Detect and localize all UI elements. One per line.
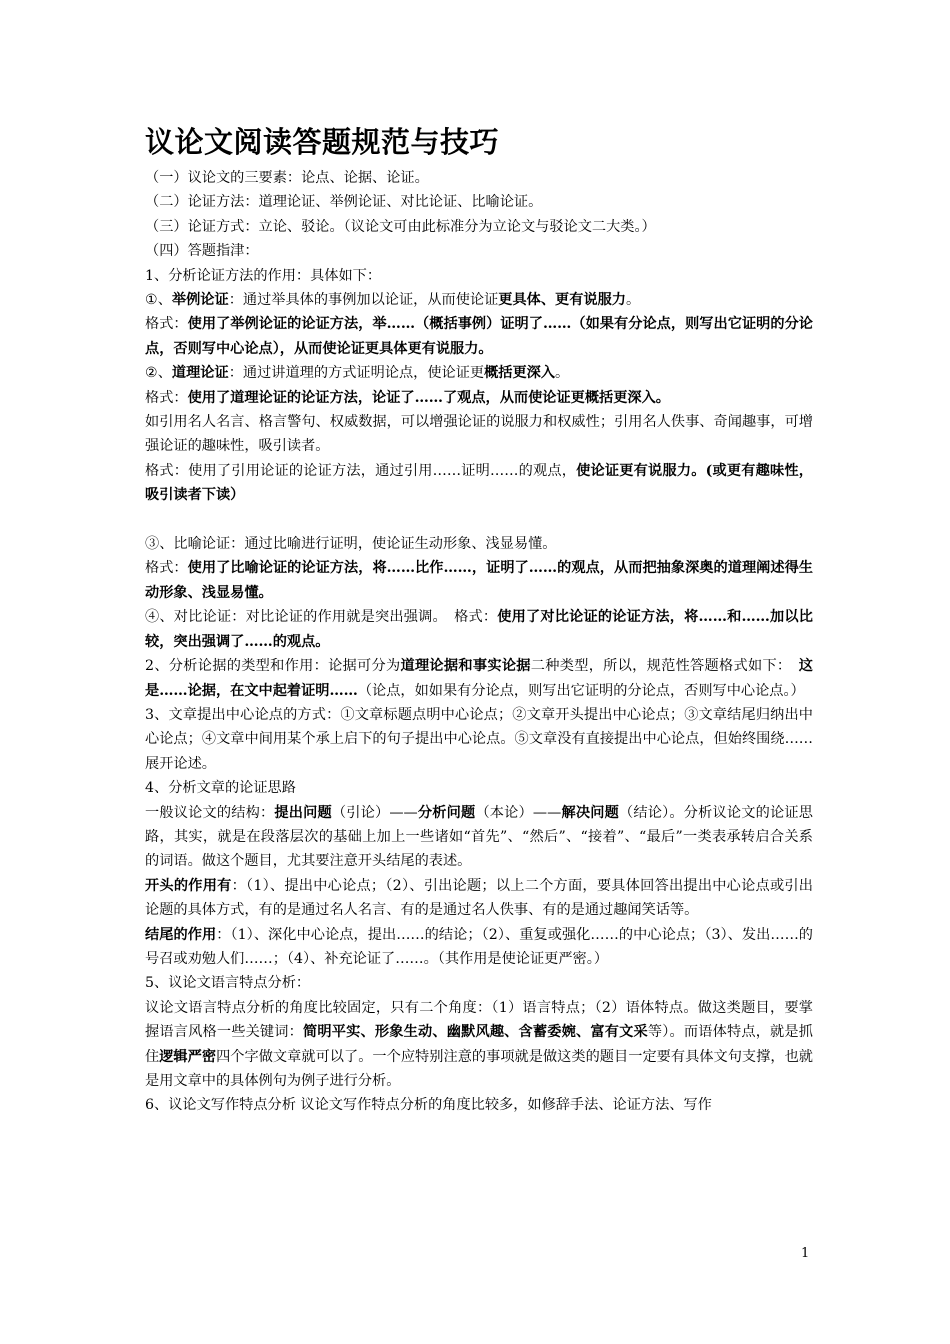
paragraph (145, 605, 813, 654)
paragraph: ③、比喻论证：通过比喻进行证明，使论证生动形象、浅显易懂。 (145, 536, 557, 553)
text-run: ：（1）、深化中心论点，提出……的结论；（2）、重复或强化……的中心论点；（3）、发出……的号召或劝勉人们……；（4）、补充论证了……。（其作用是使论证更严密。） (145, 926, 813, 967)
page-number: 1 (801, 1246, 810, 1261)
text-run: ：通过讲道理的方式证明论点，使论证更 (228, 365, 485, 382)
bold-term: 使用了道理论证的论证方法，论证了……了观点，从而使论证更概括更深入。 (187, 389, 670, 406)
text-run: 。 (555, 365, 570, 382)
text-run: 一般议论文的结构： (145, 804, 275, 821)
bold-term: 开头的作用有 (145, 877, 232, 894)
paragraph (145, 386, 813, 410)
bold-term: 使用了对比论证的论证方法，将……和……加以比较，突出强调了……的观点。 (145, 609, 813, 650)
paragraph: 1、分析论证方法的作用：具体如下： (145, 267, 382, 284)
text-run: 。 (625, 292, 641, 309)
bold-term: 使论证更有说服力。(或更有趣味性，吸引读者下读） (145, 462, 813, 504)
paragraph: 4、分析文章的论证思路 (145, 780, 296, 797)
paragraph (145, 874, 813, 923)
bold-term: 这是……论据，在文中起着证明…… (145, 658, 813, 699)
text-run: 二种类型，所以，规范性答题格式如下： (530, 658, 799, 675)
text-run: ①、 (145, 292, 172, 309)
bold-term: 更具体、更有说服力 (498, 292, 626, 309)
text-run: 四个字做文章就可以了。一个应特别注意的事项就是做这类的题目一定要有具体文句支撑，也就是用文章中的具体例句为例子进行分析。 (145, 1048, 813, 1090)
paragraph (145, 801, 813, 874)
document-body (145, 166, 813, 1118)
paragraph: 如引用名人名言、格言警句、权威数据，可以增强论证的说服力和权威性；引用名人佚事、奇闻趣事，可增强论证的趣味性，吸引读者。 (145, 414, 813, 455)
bold-term: 使用了举例论证的论证方法，举……（概括事例）证明了……（如果有分论点，则写出它证明的分论点，否则写中心论点），从而使论证更具体更有说服力。 (145, 316, 813, 357)
text-run: ④、对比论证：对比论证的作用就是突出强调。 格式： (145, 609, 498, 626)
bold-term: 逻辑严密 (159, 1048, 217, 1065)
paragraph (145, 996, 813, 1094)
paragraph: 5、议论文语言特点分析： (145, 975, 311, 992)
text-run: ：通过举具体的事例加以论证，从而使论证 (228, 292, 499, 309)
bold-term: 使用了比喻论证的论证方法，将……比作……，证明了……的观点，从而把抽象深奥的道理阐述得生动形象、浅显易懂。 (145, 560, 813, 601)
paragraph (145, 654, 813, 703)
paragraph: （三）论证方式：立论、驳论。（议论文可由此标准分为立论文与驳论文二大类。） (145, 218, 656, 235)
text-run: （论点，如如果有分论点，则写出它证明的分论点，否则写中心论点。） (357, 682, 805, 699)
bold-term: 分析问题 (417, 804, 476, 821)
text-run: 议论文语言特点分析的角度比较固定，只有二个角度：（1）语言特点；（2）语体特点。做这类题目，要掌握语言风格一些关键词： (145, 999, 813, 1041)
bold-term: 简明平实、形象生动、幽默风趣、含蓄委婉、富有文采 (303, 1024, 648, 1041)
text-run: （本论）—— (475, 804, 562, 821)
paragraph (145, 361, 813, 385)
text-run: ②、 (145, 365, 172, 382)
text-run: （引论）—— (331, 804, 418, 821)
bold-term: 举例论证 (171, 292, 229, 309)
bold-term: 概括更深入 (484, 365, 556, 382)
text-run: （结论）。分析议论文的论证思路，其实，就是在段落层次的基础上加上一些诸如“首先”、“然后”、“接着”、“最后”一类表承转启合关系的词语。做这个题目，尤其要注意开头结尾的表述。 (145, 804, 813, 870)
page-title: 议论文阅读答题规范与技巧 (145, 125, 500, 159)
bold-term: 道理论据和事实论据 (400, 658, 531, 675)
paragraph (145, 312, 813, 361)
text-run: ：（1）、提出中心论点；（2）、引出论题；以上二个方面，要具体回答出提出中心论点或引出论题的具体方式，有的是通过名人名言、有的是通过名人佚事、有的是通过趣闻笑话等。 (145, 877, 813, 919)
paragraph: （一）议论文的三要素：论点、论据、论证。 (145, 170, 429, 186)
paragraph (145, 288, 813, 312)
text-run: 格式： (145, 316, 188, 333)
blank-line (145, 508, 813, 532)
text-run: 2、分析论据的类型和作用：论据可分为 (145, 658, 401, 675)
bold-term: 提出问题 (274, 804, 332, 821)
bold-term: 结尾的作用 (145, 926, 217, 943)
paragraph (145, 923, 813, 972)
text-run: 格式：使用了引用论证的论证方法，通过引用……证明……的观点， (145, 462, 577, 479)
paragraph: （四）答题指津： (145, 243, 259, 260)
text-run: 格式： (145, 389, 188, 406)
paragraph: 6、议论文写作特点分析 议论文写作特点分析的角度比较多，如修辞手法、论证方法、写作 (145, 1097, 712, 1114)
paragraph (145, 556, 813, 605)
bold-term: 道理论证 (171, 365, 229, 382)
paragraph: （二）论证方法：道理论证、举例论证、对比论证、比喻论证。 (145, 194, 543, 211)
paragraph: 3、文章提出中心论点的方式：①文章标题点明中心论点；②文章开头提出中心论点；③文章结尾归纳出中心论点；④文章中间用某个承上启下的句子提出中心论点。⑤文章没有直接提出中心论点，但始终围绕……展开论述。 (145, 706, 813, 772)
text-run: 格式： (145, 560, 188, 577)
bold-term: 解决问题 (561, 804, 619, 821)
text-run: 等）。而语体特点，就是抓住 (145, 1024, 813, 1065)
paragraph (145, 459, 813, 508)
